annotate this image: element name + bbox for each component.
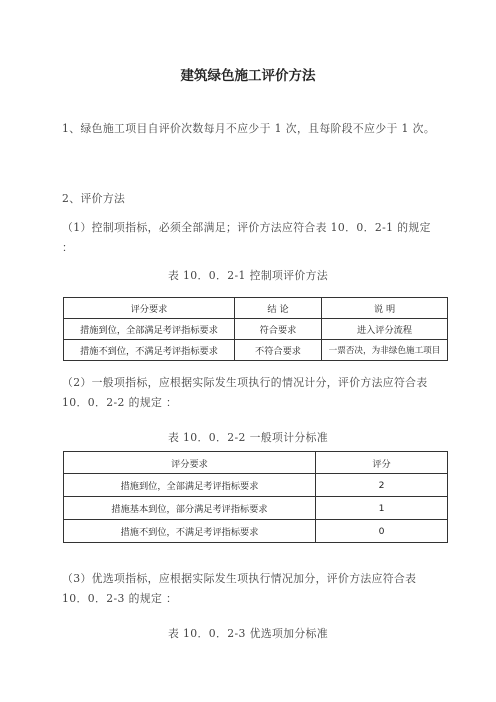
table-row: [64, 520, 448, 543]
paragraph-general-items: （2）一般项指标，应根据实际发生项执行的情况计分，评价方法应符合表 10．0．2-2 的规定 ：: [62, 376, 428, 409]
table-header-row: [64, 298, 448, 319]
table-cell: 措施不到位，不满足考评指标要求: [64, 340, 235, 361]
table-row: [64, 497, 448, 520]
table-header-cell: 评分要求: [64, 298, 235, 319]
table-header-cell: 说 明: [322, 298, 448, 319]
table-row: [64, 319, 448, 340]
table-header-row: [64, 452, 448, 474]
table1-caption: 表 10．0．2-1 控制项评价方法: [167, 269, 329, 282]
general-items-table: [63, 451, 448, 543]
table-cell: 2: [316, 474, 448, 497]
table-cell: 措施不到位，不满足考评指标要求: [64, 520, 316, 543]
table-cell: 符合要求: [235, 319, 322, 340]
table-cell: 措施到位，全部满足考评指标要求: [64, 474, 316, 497]
table-cell: 措施基本到位，部分满足考评指标要求: [64, 497, 316, 520]
table-cell: 不符合要求: [235, 340, 322, 361]
section-heading-evaluation-method: 2、评价方法: [62, 192, 126, 205]
table-cell: 1: [316, 497, 448, 520]
table-cell: 0: [316, 520, 448, 543]
paragraph-optional-items: （3）优选项指标，应根据实际发生项执行情况加分，评价方法应符合表 10．0．2-3 的规定 ：: [62, 572, 417, 605]
page-title: 建筑绿色施工评价方法: [180, 68, 316, 84]
paragraph-control-items: （1）控制项指标，必须全部满足；评价方法应符合表 10．0．2-1 的规定 ：: [62, 221, 431, 254]
table3-caption: 表 10．0．2-3 优选项加分标准: [167, 627, 329, 640]
table-row: [64, 340, 448, 361]
control-items-table: [63, 297, 448, 361]
table-header-cell: 评分要求: [64, 452, 316, 474]
table-header-cell: 评分: [316, 452, 448, 474]
table2-caption: 表 10．0．2-2 一般项计分标准: [167, 431, 329, 444]
table-header-cell: 结 论: [235, 298, 322, 319]
table-cell: 一票否决，为非绿色施工项目: [322, 340, 448, 361]
table-cell: 措施到位，全部满足考评指标要求: [64, 319, 235, 340]
table-cell: 进入评分流程: [322, 319, 448, 340]
paragraph-evaluation-frequency: 1、绿色施工项目自评价次数每月不应少于 1 次，且每阶段不应少于 1 次。: [62, 122, 436, 135]
table-row: [64, 474, 448, 497]
